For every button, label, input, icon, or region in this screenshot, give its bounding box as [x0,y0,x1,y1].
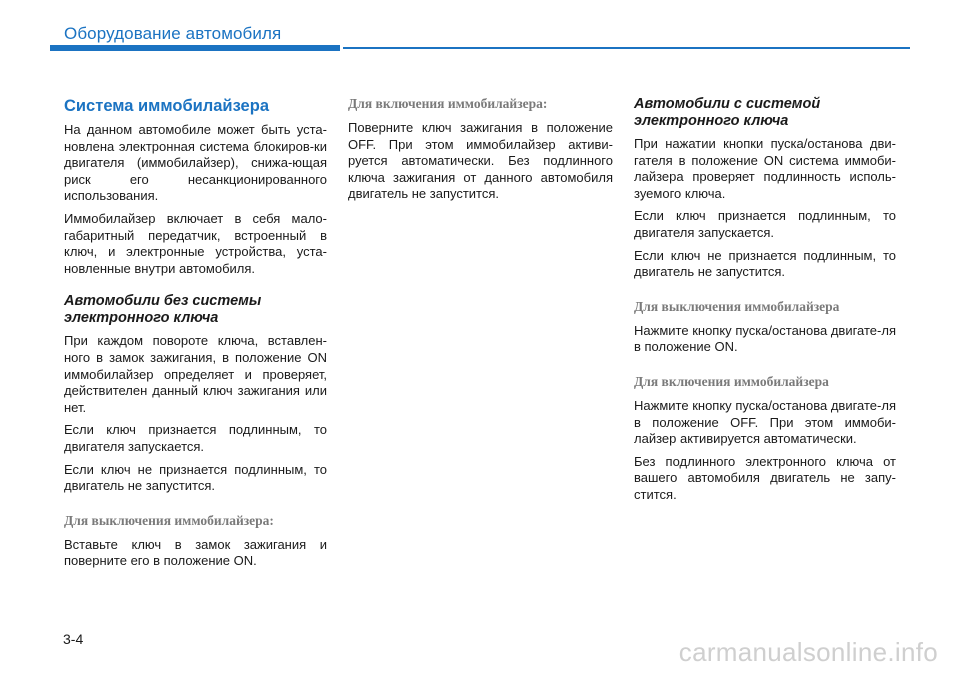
paragraph: Вставьте ключ в замок зажигания и поверните его в положение ON. [64,536,327,569]
procedure-heading: Для включения иммобилайзера: [348,96,548,111]
procedure-heading: Для выключения иммобилайзера: [64,512,274,528]
paragraph: Поверните ключ зажигания в положение OFF. При этом иммобилайзер активи-руется автоматически. Без подлинного ключа зажигания от данного автомобиля двигатель не запустится. [348,120,613,202]
subsection-heading: Автомобили с системой электронного ключа [634,96,821,129]
column-3 [634,96,896,510]
section-header-title: Оборудование автомобиля [64,24,282,43]
column-1 [64,96,327,576]
watermark-text: carmanualsonline.info [678,637,938,667]
procedure-heading: Для выключения иммобилайзера [634,298,840,314]
paragraph: При нажатии кнопки пуска/останова дви-гателя в положение ON система иммоби-лайзера проверяет подлинность исполь-зуемого ключа. [634,136,896,201]
section-title: Система иммобилайзера [64,97,269,115]
paragraph: Иммобилайзер включает в себя мало-габаритный передатчик, встроенный в ключ, и электронные устройства, уста-новленные внутри автомобиля. [64,210,327,276]
paragraph: Если ключ признается подлинным, то двигателя запускается. [634,208,896,240]
paragraph: Без подлинного электронного ключа от вашего автомобиля двигатель не запу-стится. [634,453,896,502]
column-2 [348,96,613,209]
page-number: 3-4 [63,631,84,647]
procedure-heading: Для включения иммобилайзера [634,373,829,389]
paragraph: Если ключ признается подлинным, то двигателя запускается. [64,422,327,454]
paragraph: Нажмите кнопку пуска/останова двигате-ля в положение ON. [634,322,896,355]
paragraph: Если ключ не признается подлинным, то двигатель не запустится. [64,461,327,494]
header-rule-thick [50,45,340,51]
paragraph: Нажмите кнопку пуска/останова двигате-ля в положение OFF. При этом иммоби-лайзер активируется автоматически. [634,397,896,447]
subsection-heading: Автомобили без системы электронного ключа [64,293,262,327]
paragraph: При каждом повороте ключа, вставлен-ного в замок зажигания, в положение ON иммобилайзер определяет и проверяет, действителен данный ключ зажигания или нет. [64,333,327,415]
header-rule-thin [343,47,910,49]
paragraph: Если ключ не признается подлинным, то двигатель не запустится. [634,247,896,280]
paragraph: На данном автомобиле может быть уста-новлена электронная система блокиров-ки двигателя (иммобилайзер), снижа-ющая риск его несанкционированного использования. [64,122,327,204]
